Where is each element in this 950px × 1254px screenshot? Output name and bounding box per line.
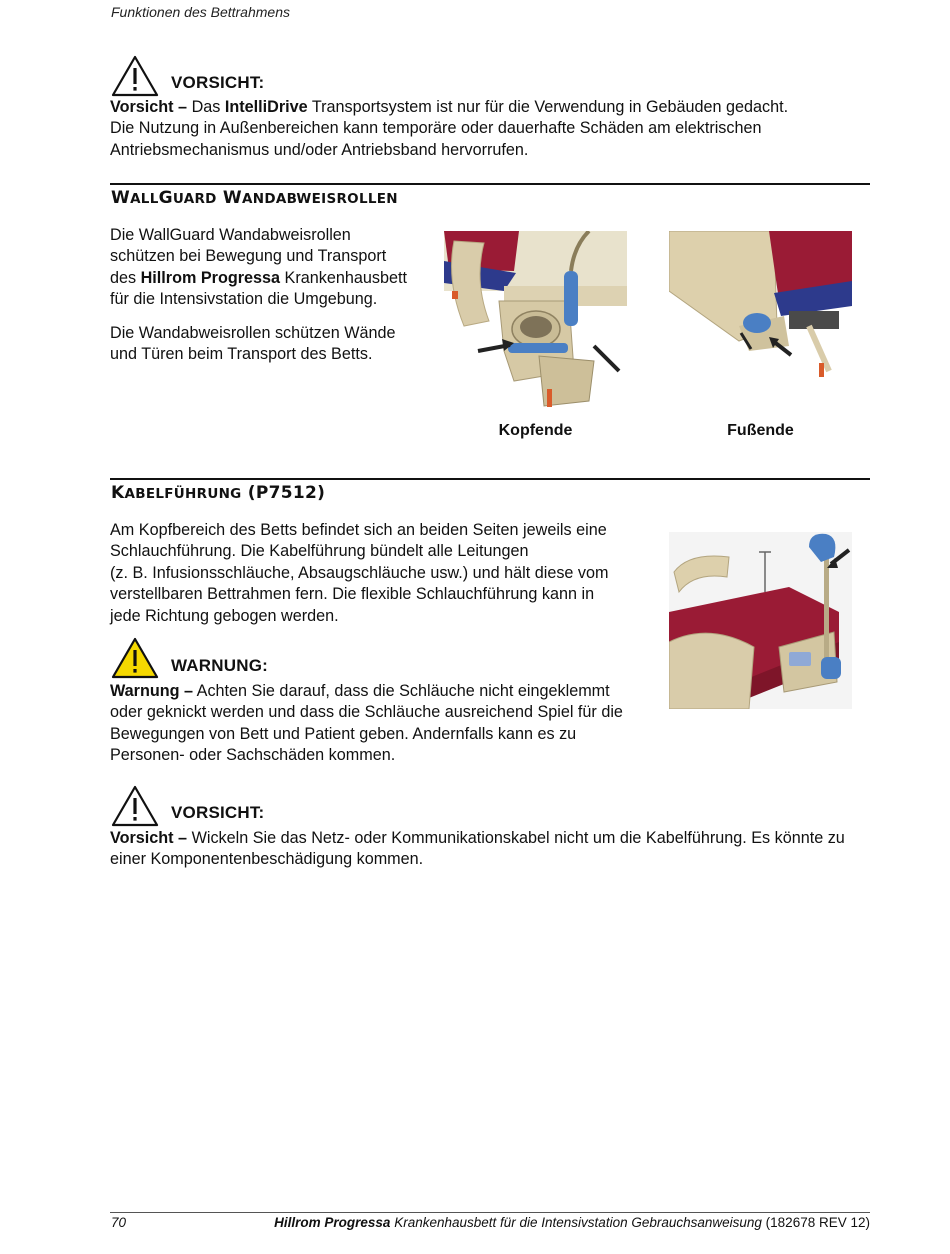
photo-bed-cable-guide — [669, 532, 852, 709]
section-divider — [110, 183, 870, 185]
caution-title: VORSICHT: — [171, 803, 265, 822]
section-heading-cable-guide: KABELFÜHRUNG (P7512) — [111, 483, 326, 503]
page-number: 70 — [111, 1215, 127, 1230]
caution-title: VORSICHT: — [171, 73, 265, 92]
footer-document-title: Hillrom Progressa Krankenhausbett für die Intensivstation Gebrauchsanweisung (182678 REV 12) — [274, 1215, 870, 1230]
running-header: Funktionen des Bettrahmens — [111, 4, 290, 20]
section-heading-wallguard: WALLGUARD WANDABWEISROLLEN — [111, 188, 398, 208]
caution-triangle-icon — [111, 785, 159, 827]
wallguard-description: Die WallGuard Wandabweisrollen schützen bei Bewegung und Transport des Hillrom Progressa Krankenhausbett für die Intensivstation die Umgebung. Die Wandabweisrollen schützen Wände und Türen beim Transport des Betts. — [110, 226, 407, 364]
section-divider — [110, 478, 870, 480]
caption-head-end: Kopfende — [498, 422, 573, 439]
photo-head-end-bumper — [444, 231, 627, 416]
footer-divider — [110, 1212, 870, 1213]
cable-guide-description: Am Kopfbereich des Betts befindet sich an beiden Seiten jeweils eine Schlauchführung. Die Kabelführung bündelt alle Leitungen (z. B. Infusionsschläuche, Absaugschläuche usw.) und hält diese vom verstellbaren Bettrahmen fern. Die flexible Schlauchführung kann in jede Richtung gebogen werden. — [110, 521, 609, 625]
caution-text: Vorsicht – Das IntelliDrive Transportsystem ist nur für die Verwendung in Gebäuden gedacht. Die Nutzung in Außenbereichen kann temporäre oder dauerhafte Schäden am elektrischen Antriebsmechanismus und/oder Antriebsband hervorrufen. — [110, 98, 789, 159]
caution-text: Vorsicht – Wickeln Sie das Netz- oder Kommunikationskabel nicht um die Kabelführung. Es könnte zu einer Komponentenbeschädigung kommen. — [110, 829, 845, 869]
caution-triangle-icon — [111, 55, 159, 97]
warning-text: Warnung – Achten Sie darauf, dass die Schläuche nicht eingeklemmt oder geknickt werden und dass die Schläuche ausreichend Spiel für die Bewegungen von Bett und Patient geben. Andernfalls kann es zu Personen- oder Sachschäden kommen. — [110, 682, 623, 765]
warning-triangle-icon — [111, 637, 159, 679]
photo-foot-end-bumper — [669, 231, 852, 381]
warning-title: WARNUNG: — [171, 656, 268, 675]
caption-foot-end: Fußende — [727, 422, 794, 439]
